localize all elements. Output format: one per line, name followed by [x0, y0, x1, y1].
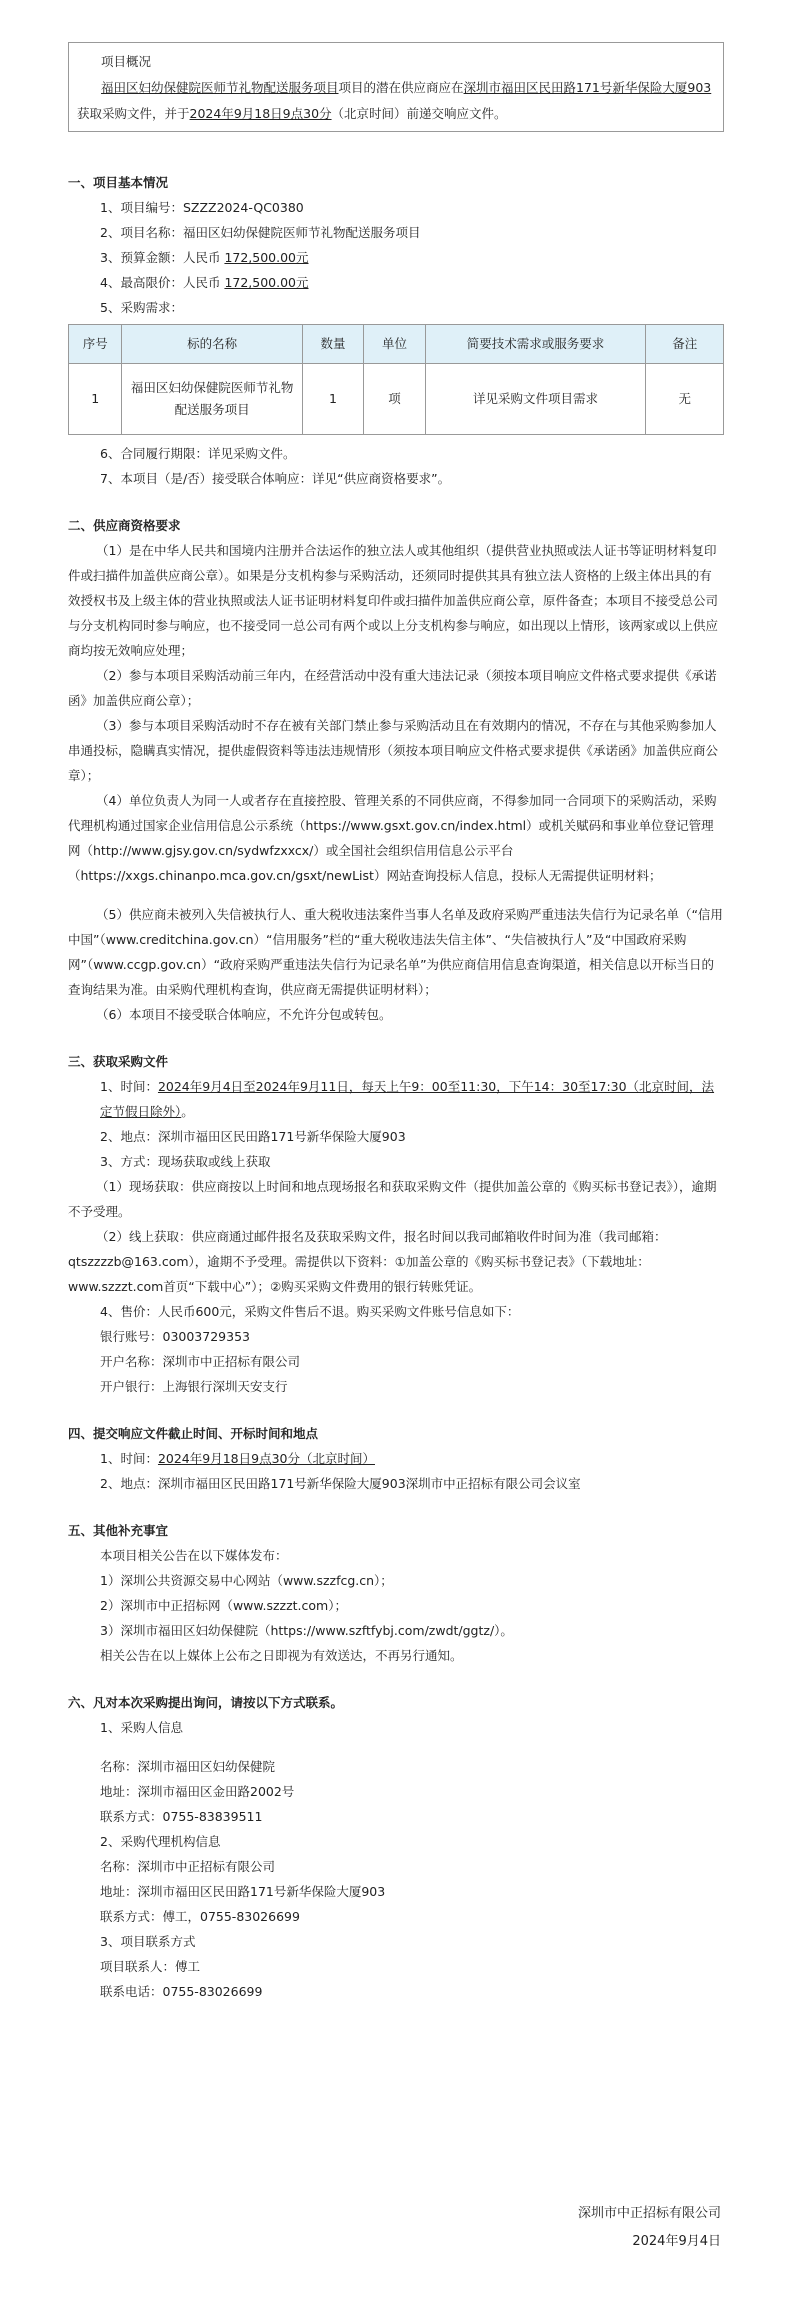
purchaser-title: 1、采购人信息 — [100, 1720, 183, 1735]
deadline-time: 1、时间：2024年9月18日9点30分（北京时间） — [100, 1451, 375, 1466]
media-3: 3）深圳市福田区妇幼保健院（https://www.szftfybj.com/zwdt/ggtz/）。 — [100, 1623, 513, 1638]
consortium-policy: 7、本项目（是/否）接受联合体响应：详见“供应商资格要求”。 — [100, 471, 451, 486]
obtain-onsite: （1）现场获取：供应商按以上时间和地点现场报名和获取采购文件（提供加盖公章的《购买标书登记表》），逾期不予受理。 — [68, 1179, 717, 1219]
agency-contact: 联系方式：傅工，0755-83026699 — [100, 1909, 300, 1924]
bank-name: 开户银行：上海银行深圳天安支行 — [100, 1379, 288, 1394]
agency-title: 2、采购代理机构信息 — [100, 1834, 221, 1849]
col-header-qty: 数量 — [302, 325, 363, 364]
project-contact-person: 项目联系人：傅工 — [100, 1959, 201, 1974]
overview-project-name: 福田区妇幼保健院医师节礼物配送服务项目 — [101, 80, 339, 95]
section-heading-other: 五、其他补充事宜 — [68, 1523, 169, 1538]
purchaser-name: 名称：深圳市福田区妇幼保健院 — [100, 1759, 276, 1774]
deadline-location: 2、地点：深圳市福田区民田路171号新华保险大厦903深圳市中正招标有限公司会议室 — [100, 1476, 581, 1491]
col-header-no: 序号 — [69, 325, 122, 364]
agency-address: 地址：深圳市福田区民田路171号新华保险大厦903 — [100, 1884, 386, 1899]
obtain-location: 2、地点：深圳市福田区民田路171号新华保险大厦903 — [100, 1129, 406, 1144]
budget-amount: 3、预算金额：人民币 172,500.00元 — [100, 250, 309, 265]
project-contact-phone: 联系电话：0755-83026699 — [100, 1984, 263, 1999]
cell-spec: 详见采购文件项目需求 — [425, 364, 646, 435]
purchaser-contact: 联系方式：0755-83839511 — [100, 1809, 263, 1824]
qualification-5: （5）供应商未被列入失信被执行人、重大税收违法案件当事人名单及政府采购严重违法失信行为记录名单（“信用中国”（www.creditchina.gov.cn）“信用服务”栏的“重大税收违法失信主体”、“失信被执行人”及“中国政府采购网”（www.ccgp.gov.cn）“政府采购严重违法失信行为记录名单”为供应商信用信息查询渠道，相关信息以开标当日的查询结果为准。由采购代理机构查询，供应商无需提供证明材料）； — [68, 907, 723, 997]
overview-title: 项目概况 — [101, 54, 152, 69]
doc-price: 4、售价：人民币600元，采购文件售后不退。购买采购文件账号信息如下： — [100, 1304, 520, 1319]
overview-address: 深圳市福田区民田路171号新华保险大厦903 — [463, 80, 712, 95]
signature-block — [578, 2200, 721, 2256]
media-note: 相关公告在以上媒体上公布之日即视为有效送达，不再另行通知。 — [100, 1648, 463, 1663]
agency-name: 名称：深圳市中正招标有限公司 — [100, 1859, 276, 1874]
purchaser-address: 地址：深圳市福田区金田路2002号 — [100, 1784, 295, 1799]
qualification-2: （2）参与本项目采购活动前三年内，在经营活动中没有重大违法记录（须按本项目响应文件格式要求提供《承诺函》加盖供应商公章）； — [68, 668, 717, 708]
cell-qty: 1 — [302, 364, 363, 435]
section-heading-qualifications: 二、供应商资格要求 — [68, 518, 181, 533]
table-header-row — [69, 325, 724, 364]
section-heading-contact: 六、凡对本次采购提出询问，请按以下方式联系。 — [68, 1695, 344, 1710]
announcement-body — [68, 170, 724, 2004]
overview-text: 福田区妇幼保健院医师节礼物配送服务项目项目的潜在供应商应在深圳市福田区民田路171号新华保险大厦903获取采购文件，并于2024年9月18日9点30分（北京时间）前递交响应文件。 — [77, 80, 712, 121]
project-overview-box — [68, 42, 724, 132]
section-heading-deadline: 四、提交响应文件截止时间、开标时间和地点 — [68, 1426, 319, 1441]
bank-account-name: 开户名称：深圳市中正招标有限公司 — [100, 1354, 301, 1369]
col-header-unit: 单位 — [364, 325, 425, 364]
col-header-name: 标的名称 — [122, 325, 302, 364]
qualification-3: （3）参与本项目采购活动时不存在被有关部门禁止参与采购活动且在有效期内的情况，不存在与其他采购参加人串通投标，隐瞒真实情况，提供虚假资料等违法违规情形（须按本项目响应文件格式要求提供《承诺函》加盖供应商公章）； — [68, 718, 719, 783]
cell-no: 1 — [69, 364, 122, 435]
cell-unit: 项 — [364, 364, 425, 435]
cell-name: 福田区妇幼保健院医师节礼物配送服务项目 — [122, 364, 302, 435]
section-heading-basic-info: 一、项目基本情况 — [68, 175, 169, 190]
requirements-table — [68, 324, 724, 435]
requirements-label: 5、采购需求： — [100, 300, 183, 315]
col-header-spec: 简要技术需求或服务要求 — [425, 325, 646, 364]
media-1: 1）深圳公共资源交易中心网站（www.szzfcg.cn）； — [100, 1573, 393, 1588]
max-price: 4、最高限价：人民币 172,500.00元 — [100, 275, 309, 290]
signature-date: 2024年9月4日 — [632, 2234, 721, 2249]
contract-period: 6、合同履行期限：详见采购文件。 — [100, 446, 296, 461]
project-contact-title: 3、项目联系方式 — [100, 1934, 196, 1949]
cell-remark: 无 — [646, 364, 724, 435]
table-row — [69, 364, 724, 435]
project-number: 1、项目编号：SZZZ2024-QC0380 — [100, 200, 304, 215]
signature-org: 深圳市中正招标有限公司 — [577, 2206, 721, 2221]
col-header-remark: 备注 — [646, 325, 724, 364]
media-intro: 本项目相关公告在以下媒体发布： — [100, 1548, 288, 1563]
qualification-4: （4）单位负责人为同一人或者存在直接控股、管理关系的不同供应商，不得参加同一合同项下的采购活动，采购代理机构通过国家企业信用信息公示系统（https://www.gsxt.gov.cn/index.html）或机关赋码和事业单位登记管理网（http://www.gjsy.gov.cn/sydwfzxxcx/）或全国社会组织信用信息公示平台（https://xxgs.chinanpo.mca.gov.cn/gsxt/newList）网站查询投标人信息，投标人无需提供证明材料； — [68, 793, 717, 883]
obtain-time: 1、时间：2024年9月4日至2024年9月11日，每天上午9：00至11:30，下午14：30至17:30（北京时间，法定节假日除外）。 — [100, 1079, 715, 1119]
qualification-6: （6）本项目不接受联合体响应，不允许分包或转包。 — [96, 1007, 392, 1022]
obtain-online: （2）线上获取：供应商通过邮件报名及获取采购文件，报名时间以我司邮箱收件时间为准（我司邮箱：qtszzzzb@163.com），逾期不予受理。需提供以下资料：①加盖公章的《购买标书登记表》（下载地址：www.szzzt.com首页“下载中心”）；②购买采购文件费用的银行转账凭证。 — [68, 1229, 667, 1294]
bank-account: 银行账号：03003729353 — [100, 1329, 250, 1344]
qualification-1: （1）是在中华人民共和国境内注册并合法运作的独立法人或其他组织（提供营业执照或法人证书等证明材料复印件或扫描件加盖供应商公章）。如果是分支机构参与采购活动，还须同时提供其具有独立法人资格的上级主体出具的有效授权书及上级主体的营业执照或法人证书证明材料复印件或扫描件加盖供应商公章，原件备查；本项目不接受总公司与分支机构同时参与响应，也不接受同一总公司有两个或以上分支机构参与响应，如出现以上情形，该两家或以上供应商均按无效响应处理； — [68, 543, 719, 658]
section-heading-obtain-docs: 三、获取采购文件 — [68, 1054, 169, 1069]
overview-deadline: 2024年9月18日9点30分 — [189, 106, 332, 121]
project-name: 2、项目名称：福田区妇幼保健院医师节礼物配送服务项目 — [100, 225, 421, 240]
media-2: 2）深圳市中正招标网（www.szzzt.com）； — [100, 1598, 347, 1613]
obtain-method: 3、方式：现场获取或线上获取 — [100, 1154, 271, 1169]
